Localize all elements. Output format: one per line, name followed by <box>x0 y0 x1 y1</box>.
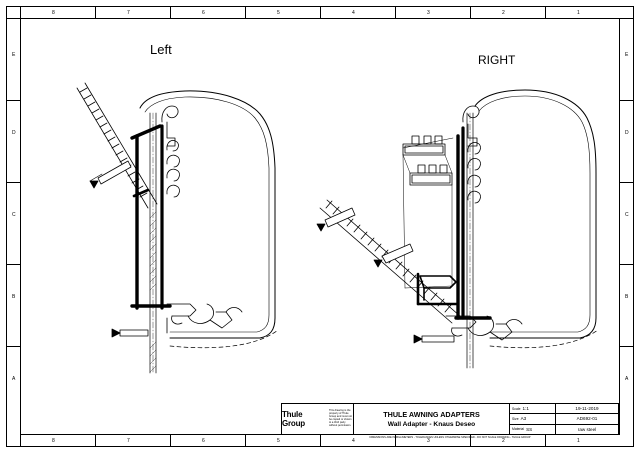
size-value: A3 <box>520 416 527 422</box>
frame-tick <box>470 6 471 18</box>
material-value: SS <box>526 426 533 432</box>
zone-row-b-left: B <box>12 294 16 300</box>
zone-col-8-bottom: 8 <box>52 438 55 444</box>
right-view-assembly <box>317 90 598 368</box>
zone-col-4-top: 4 <box>352 10 355 16</box>
drawing-title-line2: Wall Adapter - Knaus Deseo <box>387 421 476 428</box>
frame-tick <box>620 182 634 183</box>
frame-tick <box>95 6 96 18</box>
frame-tick <box>320 6 321 18</box>
frame-tick <box>620 18 634 19</box>
scale-value: 1:1 <box>522 406 529 412</box>
frame-tick <box>395 6 396 18</box>
zone-row-c-right: C <box>625 212 629 218</box>
size-field <box>510 414 555 424</box>
frame-tick <box>6 264 20 265</box>
frame-tick <box>6 182 20 183</box>
frame-tick <box>545 6 546 18</box>
zone-col-3-top: 3 <box>427 10 430 16</box>
zone-row-e-left: E <box>12 52 16 58</box>
drawing-title-line1: THULE AWNING ADAPTERS <box>383 410 480 419</box>
zone-col-7-top: 7 <box>127 10 130 16</box>
frame-tick <box>245 6 246 18</box>
zone-col-6-bottom: 6 <box>202 438 205 444</box>
material-field <box>510 425 555 434</box>
zone-col-6-top: 6 <box>202 10 205 16</box>
frame-tick <box>20 435 21 447</box>
frame-tick <box>6 346 20 347</box>
zone-row-c-left: C <box>12 212 16 218</box>
zone-row-d-left: D <box>12 130 16 136</box>
zone-row-d-right: D <box>625 130 629 136</box>
frame-tick <box>95 435 96 447</box>
frame-tick <box>6 18 20 19</box>
finish-field: raw steel <box>577 426 597 432</box>
frame-tick <box>620 264 634 265</box>
zone-col-2-bottom: 2 <box>502 438 505 444</box>
material-key: Material <box>512 427 525 432</box>
frame-tick <box>20 6 21 18</box>
zone-col-4-bottom: 4 <box>352 438 355 444</box>
zone-col-2-top: 2 <box>502 10 505 16</box>
zone-row-b-right: B <box>625 294 629 300</box>
awning-adapter-drawing <box>20 18 620 435</box>
frame-tick <box>245 435 246 447</box>
zone-col-1-bottom: 1 <box>577 438 580 444</box>
title-block-footer-note: DIMENSIONS ARE IN MILLIMETERS - TOLERANCES UNLESS OTHERWISE SPECIFIED - DO NOT SCALE DRAWING - THULE GROUP <box>369 436 531 439</box>
zone-col-1-top: 1 <box>577 10 580 16</box>
frame-tick <box>6 100 20 101</box>
frame-tick <box>170 6 171 18</box>
title-block <box>281 403 619 435</box>
left-view-assembly <box>77 83 278 373</box>
company-logo-text: Thule Group <box>282 410 305 428</box>
scale-field <box>510 404 555 414</box>
view-label-left: Left <box>150 42 172 57</box>
frame-tick <box>620 100 634 101</box>
zone-col-5-top: 5 <box>277 10 280 16</box>
zone-row-a-right: A <box>625 376 629 382</box>
title-block-left-column <box>510 404 556 434</box>
zone-col-8-top: 8 <box>52 10 55 16</box>
date-field: 19-11-2019 <box>556 404 618 414</box>
frame-tick <box>170 435 171 447</box>
title-block-right-column <box>556 404 618 434</box>
frame-tick <box>620 346 634 347</box>
title-block-fields <box>510 404 618 434</box>
logo-disclaimer: This drawing is the property of Thule Group and must not be copied or shown to a third party without permission. <box>329 409 352 427</box>
zone-col-5-bottom: 5 <box>277 438 280 444</box>
zone-col-7-bottom: 7 <box>127 438 130 444</box>
size-key: Size <box>512 416 519 421</box>
drawing-number-field: AD692-01 <box>556 414 618 424</box>
drawing-title <box>354 404 510 434</box>
scale-key: Scale <box>512 406 521 411</box>
zone-row-e-right: E <box>625 52 629 58</box>
company-logo <box>282 404 354 434</box>
view-label-right: RIGHT <box>478 53 516 67</box>
zone-col-3-bottom: 3 <box>427 438 430 444</box>
zone-row-a-left: A <box>12 376 16 382</box>
